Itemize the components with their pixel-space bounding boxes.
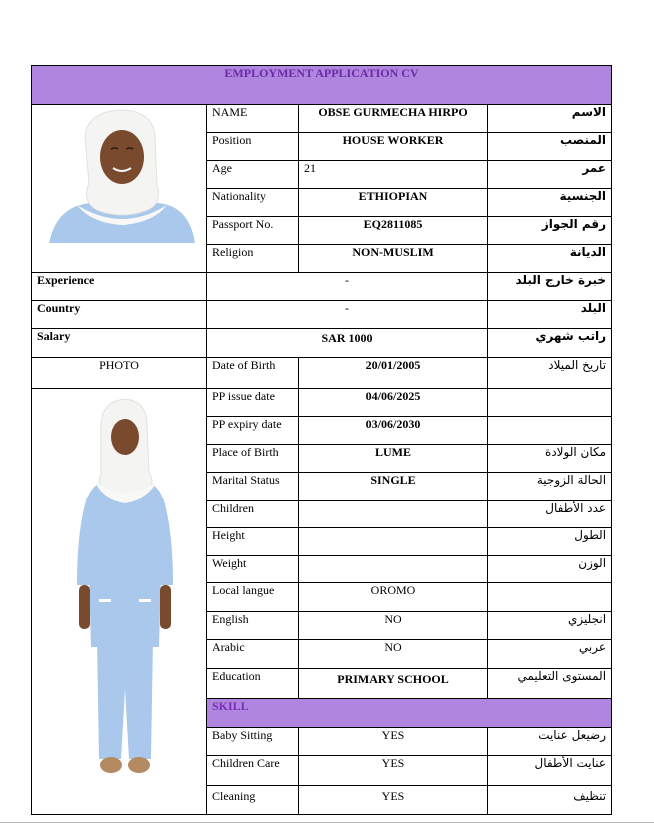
education-label: Education bbox=[207, 668, 299, 698]
full-body-photo bbox=[32, 389, 207, 815]
headshot-photo bbox=[32, 105, 207, 273]
detail-label: Place of Birth bbox=[207, 445, 299, 473]
skill-label: Baby Sitting bbox=[207, 727, 299, 755]
skill-title: SKILL bbox=[207, 698, 612, 727]
skill-label: Cleaning bbox=[207, 785, 299, 814]
detail-arabic: الوزن bbox=[488, 556, 612, 583]
table-row bbox=[32, 389, 612, 417]
detail-label: PP expiry date bbox=[207, 417, 299, 445]
skill-value: YES bbox=[299, 755, 488, 785]
detail-arabic: مكان الولادة bbox=[488, 445, 612, 473]
dob-arabic: تاريخ الميلاد bbox=[488, 358, 612, 389]
country-value: - bbox=[207, 301, 488, 329]
detail-arabic: عربي bbox=[488, 639, 612, 668]
detail-label: Height bbox=[207, 528, 299, 556]
skill-value: YES bbox=[299, 785, 488, 814]
country-label: Country bbox=[32, 301, 207, 329]
salary-value: SAR 1000 bbox=[207, 329, 488, 358]
personal-value: EQ2811085 bbox=[299, 217, 488, 245]
detail-arabic bbox=[488, 417, 612, 445]
personal-arabic: الاسم bbox=[488, 105, 612, 133]
detail-label: PP issue date bbox=[207, 389, 299, 417]
detail-value bbox=[299, 556, 488, 583]
experience-label: Experience bbox=[32, 273, 207, 301]
personal-arabic: الديانة bbox=[488, 245, 612, 273]
salary-row bbox=[32, 329, 612, 358]
personal-value: NON-MUSLIM bbox=[299, 245, 488, 273]
detail-label: English bbox=[207, 611, 299, 639]
detail-value bbox=[299, 501, 488, 528]
detail-value bbox=[299, 528, 488, 556]
personal-arabic: رقم الجواز bbox=[488, 217, 612, 245]
personal-value: 21 bbox=[299, 161, 488, 189]
detail-arabic bbox=[488, 389, 612, 417]
personal-label: Passport No. bbox=[207, 217, 299, 245]
table-row bbox=[32, 105, 612, 133]
country-arabic: البلد bbox=[488, 301, 612, 329]
dob-row bbox=[32, 358, 612, 389]
salary-arabic: راتب شهري bbox=[488, 329, 612, 358]
detail-value: NO bbox=[299, 639, 488, 668]
detail-label: Marital Status bbox=[207, 473, 299, 501]
experience-value: - bbox=[207, 273, 488, 301]
detail-arabic: انجليزي bbox=[488, 611, 612, 639]
detail-value: 03/06/2030 bbox=[299, 417, 488, 445]
education-arabic: المستوى التعليمي bbox=[488, 668, 612, 698]
personal-label: NAME bbox=[207, 105, 299, 133]
detail-arabic: عدد الأطفال bbox=[488, 501, 612, 528]
detail-label: Children bbox=[207, 501, 299, 528]
title-row bbox=[32, 66, 612, 105]
personal-label: Position bbox=[207, 133, 299, 161]
skill-label: Children Care bbox=[207, 755, 299, 785]
detail-value: OROMO bbox=[299, 583, 488, 611]
personal-arabic: عمر bbox=[488, 161, 612, 189]
personal-value: ETHIOPIAN bbox=[299, 189, 488, 217]
personal-label: Religion bbox=[207, 245, 299, 273]
skill-arabic: رضيعل عنايت bbox=[488, 727, 612, 755]
experience-row bbox=[32, 273, 612, 301]
detail-value: SINGLE bbox=[299, 473, 488, 501]
salary-label: Salary bbox=[32, 329, 207, 358]
page-bottom-rule bbox=[0, 822, 654, 823]
personal-value: OBSE GURMECHA HIRPO bbox=[299, 105, 488, 133]
skill-arabic: تنظيف bbox=[488, 785, 612, 814]
education-value: PRIMARY SCHOOL bbox=[299, 668, 488, 698]
country-row bbox=[32, 301, 612, 329]
photo-label: PHOTO bbox=[32, 358, 207, 389]
detail-arabic: الحالة الزوجية bbox=[488, 473, 612, 501]
skill-arabic: عنايت الأطفال bbox=[488, 755, 612, 785]
detail-arabic bbox=[488, 583, 612, 611]
detail-value: LUME bbox=[299, 445, 488, 473]
cv-table bbox=[31, 65, 612, 815]
experience-arabic: خبرة خارج البلد bbox=[488, 273, 612, 301]
full-body-image bbox=[37, 389, 207, 814]
skill-value: YES bbox=[299, 727, 488, 755]
dob-label: Date of Birth bbox=[207, 358, 299, 389]
detail-label: Local langue bbox=[207, 583, 299, 611]
detail-label: Arabic bbox=[207, 639, 299, 668]
personal-label: Nationality bbox=[207, 189, 299, 217]
cv-title: EMPLOYMENT APPLICATION CV bbox=[32, 66, 612, 105]
dob-value: 20/01/2005 bbox=[299, 358, 488, 389]
detail-label: Weight bbox=[207, 556, 299, 583]
personal-arabic: المنصب bbox=[488, 133, 612, 161]
detail-value: 04/06/2025 bbox=[299, 389, 488, 417]
personal-arabic: الجنسية bbox=[488, 189, 612, 217]
personal-value: HOUSE WORKER bbox=[299, 133, 488, 161]
headshot-image bbox=[37, 105, 207, 272]
detail-value: NO bbox=[299, 611, 488, 639]
detail-arabic: الطول bbox=[488, 528, 612, 556]
personal-label: Age bbox=[207, 161, 299, 189]
